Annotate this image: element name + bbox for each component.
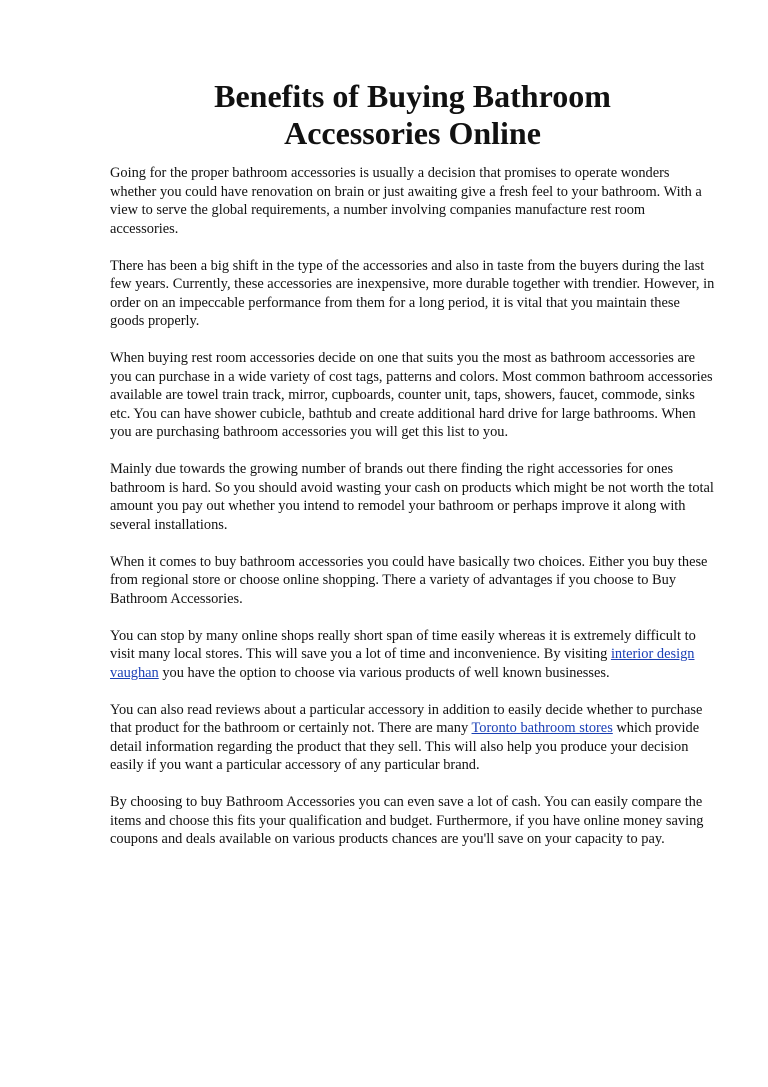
paragraph-reviews xyxy=(110,701,715,775)
paragraph-online-shops xyxy=(110,627,715,683)
paragraph-reviews-text-1: You can also read reviews about a particular accessory in addition to easily decide whether to purchase that product for the bathroom or certainly not. There are many xyxy=(110,701,703,736)
paragraph-brands: Mainly due towards the growing number of brands out there finding the right accessories for ones bathroom is hard. So you should avoid wasting your cash on products which might be not worth the total amount you pay out whether you intend to remodel your bathroom or perhaps improve it along with several installations. xyxy=(110,461,714,533)
paragraph-online-shops-text-2: you have the option to choose via various products of well known businesses. xyxy=(158,664,610,681)
paragraph-save-cash: By choosing to buy Bathroom Accessories you can even save a lot of cash. You can easily compare the items and choose this fits your qualification and budget. Furthermore, if you have online money saving coupons and deals available on various products chances are you'll save on your capacity to pay. xyxy=(110,794,704,847)
toronto-bathroom-stores-link[interactable]: Toronto bathroom stores xyxy=(471,720,613,736)
paragraph-intro: Going for the proper bathroom accessories is usually a decision that promises to operate wonders whether you could have renovation on brain or just awaiting give a fresh feel to your bathroom. With a view to serve the global requirements, a number involving companies manufacture rest room accessories. xyxy=(110,165,702,237)
page-title-line-1: Benefits of Buying Bathroom xyxy=(214,78,611,114)
paragraph-shift-in-taste: There has been a big shift in the type of the accessories and also in taste from the buyers during the last few years. Currently, these accessories are inexpensive, more durable together with trendier. However, in order on an impeccable performance from them for a long period, it is vital that you maintain these goods properly. xyxy=(110,257,715,329)
document-page xyxy=(110,78,715,867)
page-title xyxy=(110,78,715,152)
paragraph-online-shops-text-1: You can stop by many online shops really short span of time easily whereas it is extremely difficult to visit many local stores. This will save you a lot of time and inconvenience. By visiting xyxy=(110,627,696,662)
paragraph-buying-tips: When buying rest room accessories decide on one that suits you the most as bathroom accessories are you can purchase in a wide variety of cost tags, patterns and colors. Most common bathroom accessories available are towel train track, mirror, cupboards, counter unit, taps, showers, faucet, commode, sinks etc. You can have shower cubicle, bathtub and create additional hard drive for large bathrooms. When you are purchasing bathroom accessories you will get this list to you. xyxy=(110,350,713,440)
paragraph-two-choices: When it comes to buy bathroom accessories you could have basically two choices. Either you buy these from regional store or choose online shopping. There a variety of advantages if you choose to Buy Bathroom Accessories. xyxy=(110,553,708,607)
page-title-line-2: Accessories Online xyxy=(284,115,541,151)
paragraph-reviews-text-2: which provide detail information regarding the product that they sell. This will also help you produce your decision easily if you want a particular accessory of any particular brand. xyxy=(110,720,700,773)
interior-design-vaughan-link[interactable]: interior design vaughan xyxy=(110,646,695,681)
